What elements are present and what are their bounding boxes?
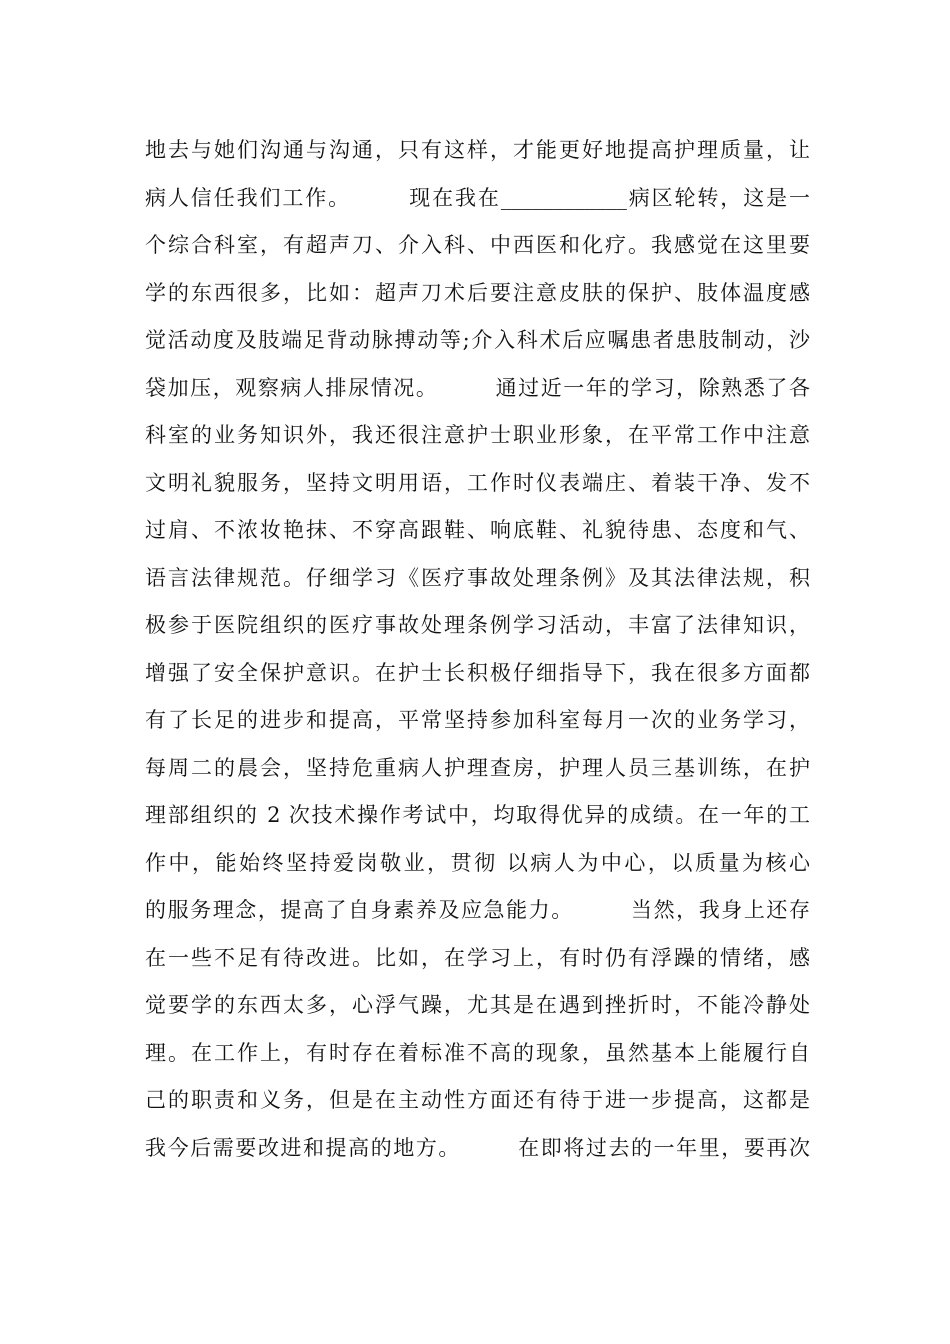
text-line-7: 科室的业务知识外，我还很注意护士职业形象，在平常工作中注意	[145, 423, 810, 447]
text-line-8: 文明礼貌服务，坚持文明用语，工作时仪表端庄、着装干净、发不	[145, 470, 810, 495]
text-line-6: 袋加压，观察病人排尿情况。 通过近一年的学习，除熟悉了各	[145, 375, 810, 400]
text-line-2: 病人信任我们工作。 现在我在____________病区轮转，这是一	[145, 185, 810, 210]
text-line-10: 语言法律规范。仔细学习《医疗事故处理条例》及其法律法规，积	[145, 565, 810, 590]
text-line-19: 觉要学的东西太多，心浮气躁，尤其是在遇到挫折时，不能冷静处	[145, 993, 810, 1017]
text-line-14: 每周二的晨会，坚持危重病人护理查房，护理人员三基训练，在护	[145, 755, 810, 780]
text-line-4: 学的东西很多，比如：超声刀术后要注意皮肤的保护、肢体温度感	[145, 280, 810, 305]
text-line-3: 个综合科室，有超声刀、介入科、中西医和化疗。我感觉在这里要	[145, 233, 810, 257]
text-line-15: 理部组织的 2 次技术操作考试中，均取得优异的成绩。在一年的工	[145, 803, 810, 827]
text-line-16: 作中，能始终坚持爱岗敬业，贯彻 以病人为中心，以质量为核心	[145, 850, 810, 875]
text-line-18: 在一些不足有待改进。比如，在学习上，有时仍有浮躁的情绪，感	[145, 945, 810, 970]
text-line-21: 己的职责和义务，但是在主动性方面还有待于进一步提高，这都是	[145, 1088, 810, 1112]
text-line-12: 增强了安全保护意识。在护士长积极仔细指导下，我在很多方面都	[145, 660, 810, 685]
text-line-13: 有了长足的进步和提高，平常坚持参加科室每月一次的业务学习，	[145, 708, 810, 732]
text-line-11: 极参于医院组织的医疗事故处理条例学习活动，丰富了法律知识，	[145, 613, 810, 637]
text-line-20: 理。在工作上，有时存在着标准不高的现象，虽然基本上能履行自	[145, 1040, 810, 1065]
text-line-5: 觉活动度及肢端足背动脉搏动等;介入科术后应嘱患者患肢制动，沙	[145, 328, 810, 352]
text-line-9: 过肩、不浓妆艳抹、不穿高跟鞋、响底鞋、礼貌待患、态度和气、	[145, 518, 810, 542]
text-line-1: 地去与她们沟通与沟通，只有这样，才能更好地提高护理质量，让	[145, 138, 810, 162]
body-text	[145, 132, 810, 1177]
text-line-22: 我今后需要改进和提高的地方。 在即将过去的一年里，要再次	[145, 1135, 810, 1160]
text-line-17: 的服务理念，提高了自身素养及应急能力。 当然，我身上还存	[145, 898, 810, 922]
